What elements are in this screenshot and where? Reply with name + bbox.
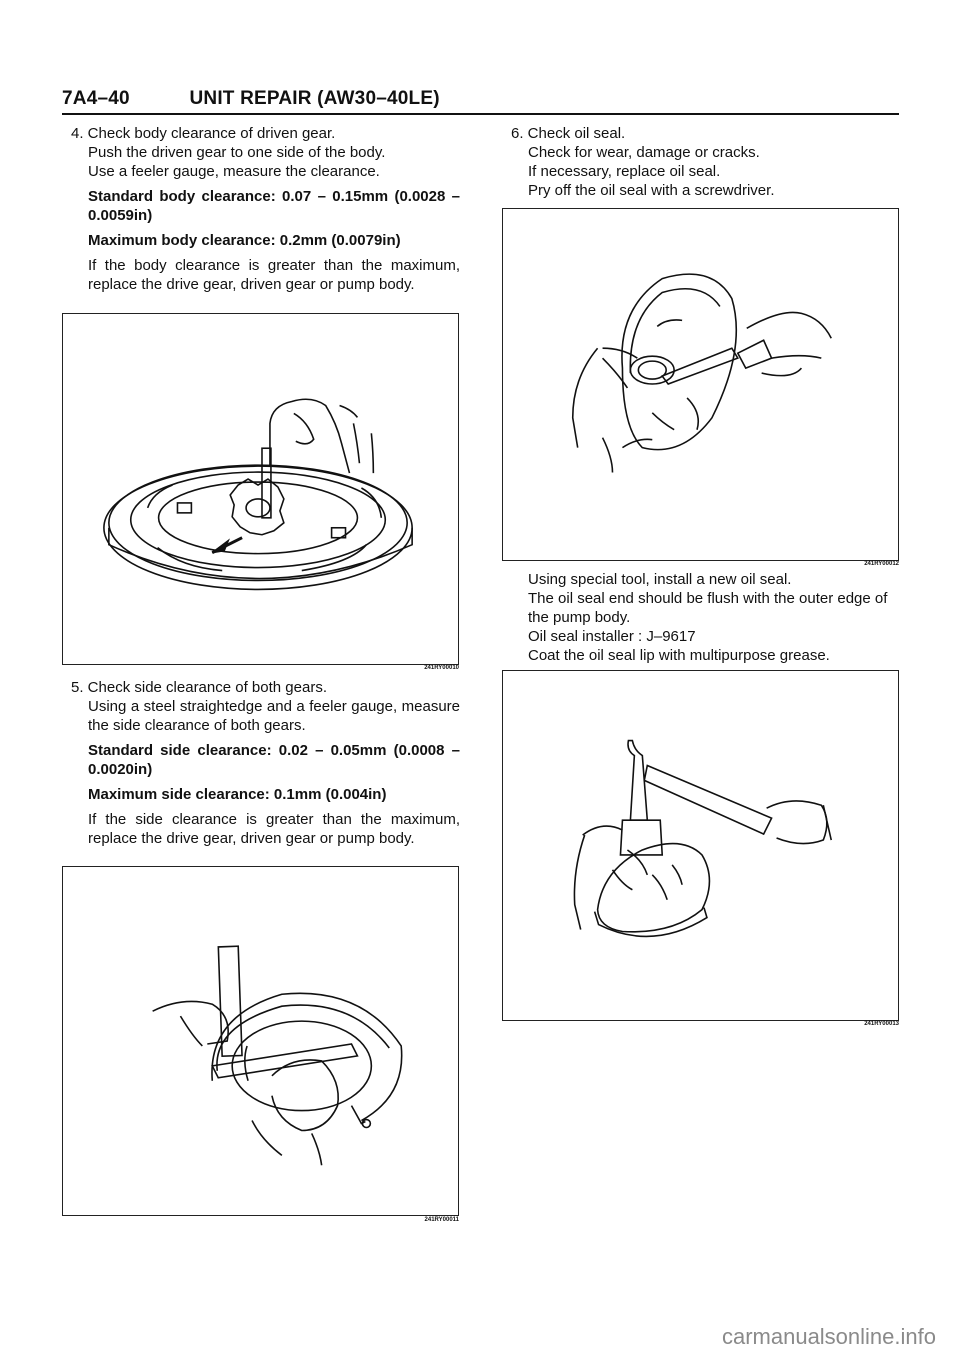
step-6-line-1: Check for wear, damage or cracks. [528,144,760,161]
install-line-1: Using special tool, install a new oil seal. [528,571,792,588]
pump-body-feeler-gauge-illustration [63,314,458,664]
page-title: UNIT REPAIR (AW30–40LE) [189,88,440,109]
page-code: 7A4–40 [62,88,130,109]
step-4-line-1: Push the driven gear to one side of the body. [88,144,386,161]
hammer-seal-installer-illustration [503,671,898,1020]
figure-pry-oil-seal [502,208,899,561]
figure-side-clearance [62,866,459,1216]
step-4-section [62,124,460,294]
step-6-line-3: Pry off the oil seal with a screwdriver. [528,182,775,199]
step-5-note: If the side clearance is greater than the maximum, replace the drive gear, driven gear or pump body. [88,811,460,847]
step-5-line-1: Using a steel straightedge and a feeler gauge, measure the side clearance of both gears. [88,698,460,734]
step-4-standard-spec: Standard body clearance: 0.07 – 0.15mm (0.0028 – 0.0059in) [88,188,460,224]
screwdriver-oil-seal-illustration [503,209,898,560]
figure-3-code: 241RY00012 [864,561,899,567]
figure-body-clearance [62,313,459,665]
step-6-section [502,124,900,200]
step-5-standard-spec: Standard side clearance: 0.02 – 0.05mm (0.0008 – 0.0020in) [88,742,460,778]
figure-2-code: 241RY00011 [424,1217,459,1223]
step-6-title: 6. Check oil seal. [511,125,626,142]
step-6-line-2: If necessary, replace oil seal. [528,163,721,180]
figure-1-code: 241RY00010 [424,665,459,671]
figure-4-code: 241RY00013 [864,1021,899,1027]
step-4-maximum-spec: Maximum body clearance: 0.2mm (0.0079in) [88,232,401,249]
straightedge-feeler-gauge-illustration [63,867,458,1215]
install-line-2: The oil seal end should be flush with the outer edge of the pump body. [528,590,888,626]
step-5-section [62,678,460,848]
header-rule [62,113,899,115]
install-line-3: Oil seal installer : J–9617 [528,628,696,645]
install-line-4: Coat the oil seal lip with multipurpose grease. [528,647,830,664]
figure-install-oil-seal [502,670,899,1021]
page-header [62,88,440,110]
install-section [502,570,900,665]
step-4-title: 4. Check body clearance of driven gear. [71,125,336,142]
step-5-maximum-spec: Maximum side clearance: 0.1mm (0.004in) [88,786,387,803]
step-4-line-2: Use a feeler gauge, measure the clearance. [88,163,380,180]
site-watermark: carmanualsonline.info [721,1324,936,1349]
step-5-title: 5. Check side clearance of both gears. [71,679,327,696]
step-4-note: If the body clearance is greater than the maximum, replace the drive gear, driven gear or pump body. [88,257,460,293]
